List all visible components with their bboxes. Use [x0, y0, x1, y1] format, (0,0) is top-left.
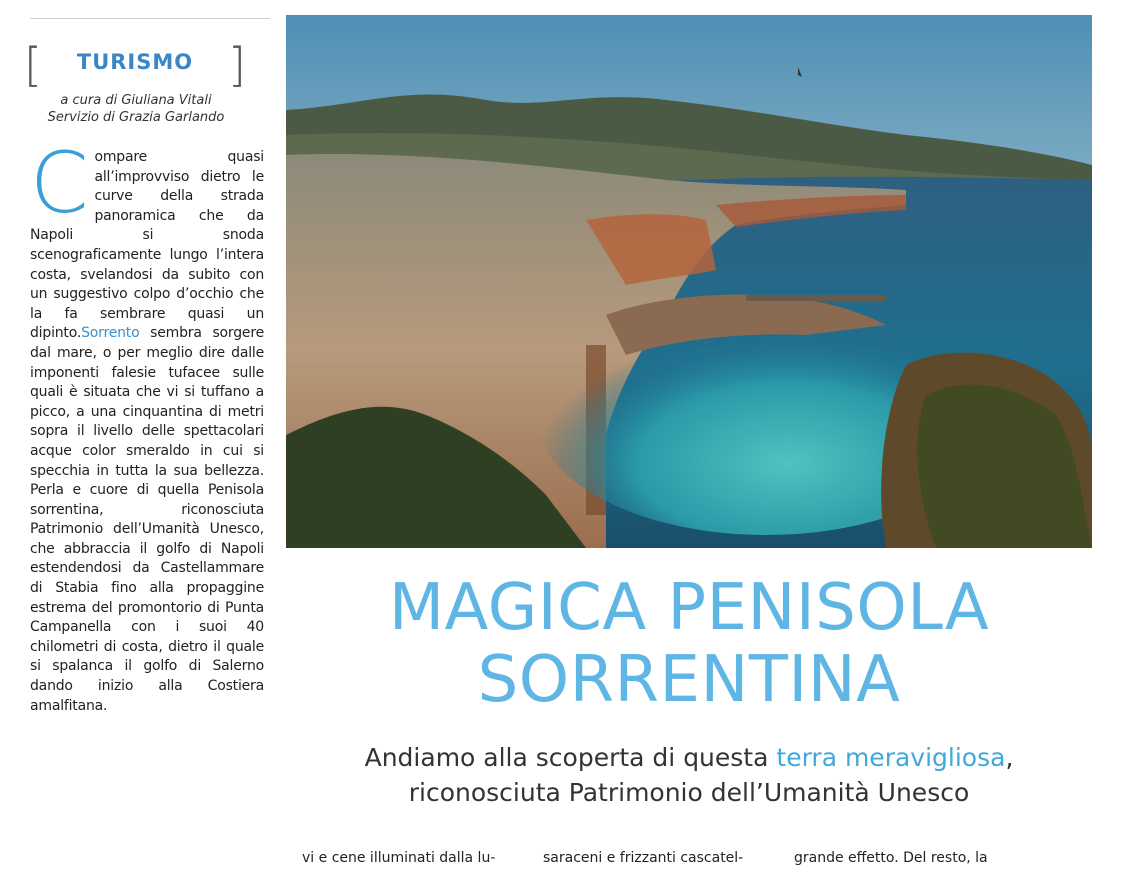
- subhead-line-1: [286, 740, 1092, 775]
- subheadline: [286, 740, 1092, 810]
- body-text-1: ompare quasi all’improvviso dietro le curve della strada panoramica che da Napoli si snoda scenograficamente lungo l’intera costa, svelandosi da subito con un suggestivo colpo d’occhio che la fa sembrare quasi un dipinto.: [30, 149, 264, 342]
- highlight-sorrento: Sorrento: [81, 325, 140, 342]
- section-header: [24, 38, 246, 92]
- section-title: TURISMO: [76, 50, 194, 74]
- column-4-fragment: grande effetto. Del resto, la: [794, 850, 988, 866]
- coast-photo: [286, 15, 1092, 548]
- top-rule: [30, 18, 270, 19]
- credits: [30, 92, 242, 126]
- subhead-text-1: Andiamo alla scoperta di questa: [364, 743, 777, 772]
- credit-service: Servizio di Grazia Garlando: [47, 110, 225, 125]
- subhead-line-2: riconosciuta Patrimonio dell’Umanità Unesco: [408, 778, 970, 807]
- subhead-text-2: ,: [1005, 743, 1014, 772]
- headline-line-1: MAGICA PENISOLA: [388, 571, 990, 645]
- column-2-fragment: vi e cene illuminati dalla lu-: [302, 850, 496, 866]
- credit-editor: a cura di Giuliana Vitali: [60, 93, 212, 108]
- body-text-2: sembra sorgere dal mare, o per meglio dire dalle imponenti falesie tufacee sulle quali è situata che vi si tuffano a picco, a una cinquantina di metri sopra il livello delle spettacolari acque color smeraldo in cui si specchia in tutta la sua bellezza. Perla e cuore di quella Penisola sorrentina, riconosciuta Patrimonio dell’Umanità Unesco, che abbraccia il golfo di Napoli estendendosi da Castellammare di Stabia fino alla propaggine estrema del promontorio di Punta Campanella con i suoi 40 chilometri di costa, dietro il quale si spalanca il golfo di Salerno dando inizio alla Costiera amalfitana.: [30, 325, 264, 714]
- drop-cap: C: [30, 134, 89, 232]
- right-bracket: ]: [228, 38, 246, 92]
- article-body: [30, 134, 264, 716]
- column-3-fragment: saraceni e frizzanti cascatel-: [543, 850, 744, 866]
- subhead-highlight: terra meravigliosa: [776, 743, 1006, 772]
- headline-line-2: SORRENTINA: [477, 643, 901, 717]
- left-bracket: [: [24, 38, 42, 92]
- headline: [286, 572, 1092, 716]
